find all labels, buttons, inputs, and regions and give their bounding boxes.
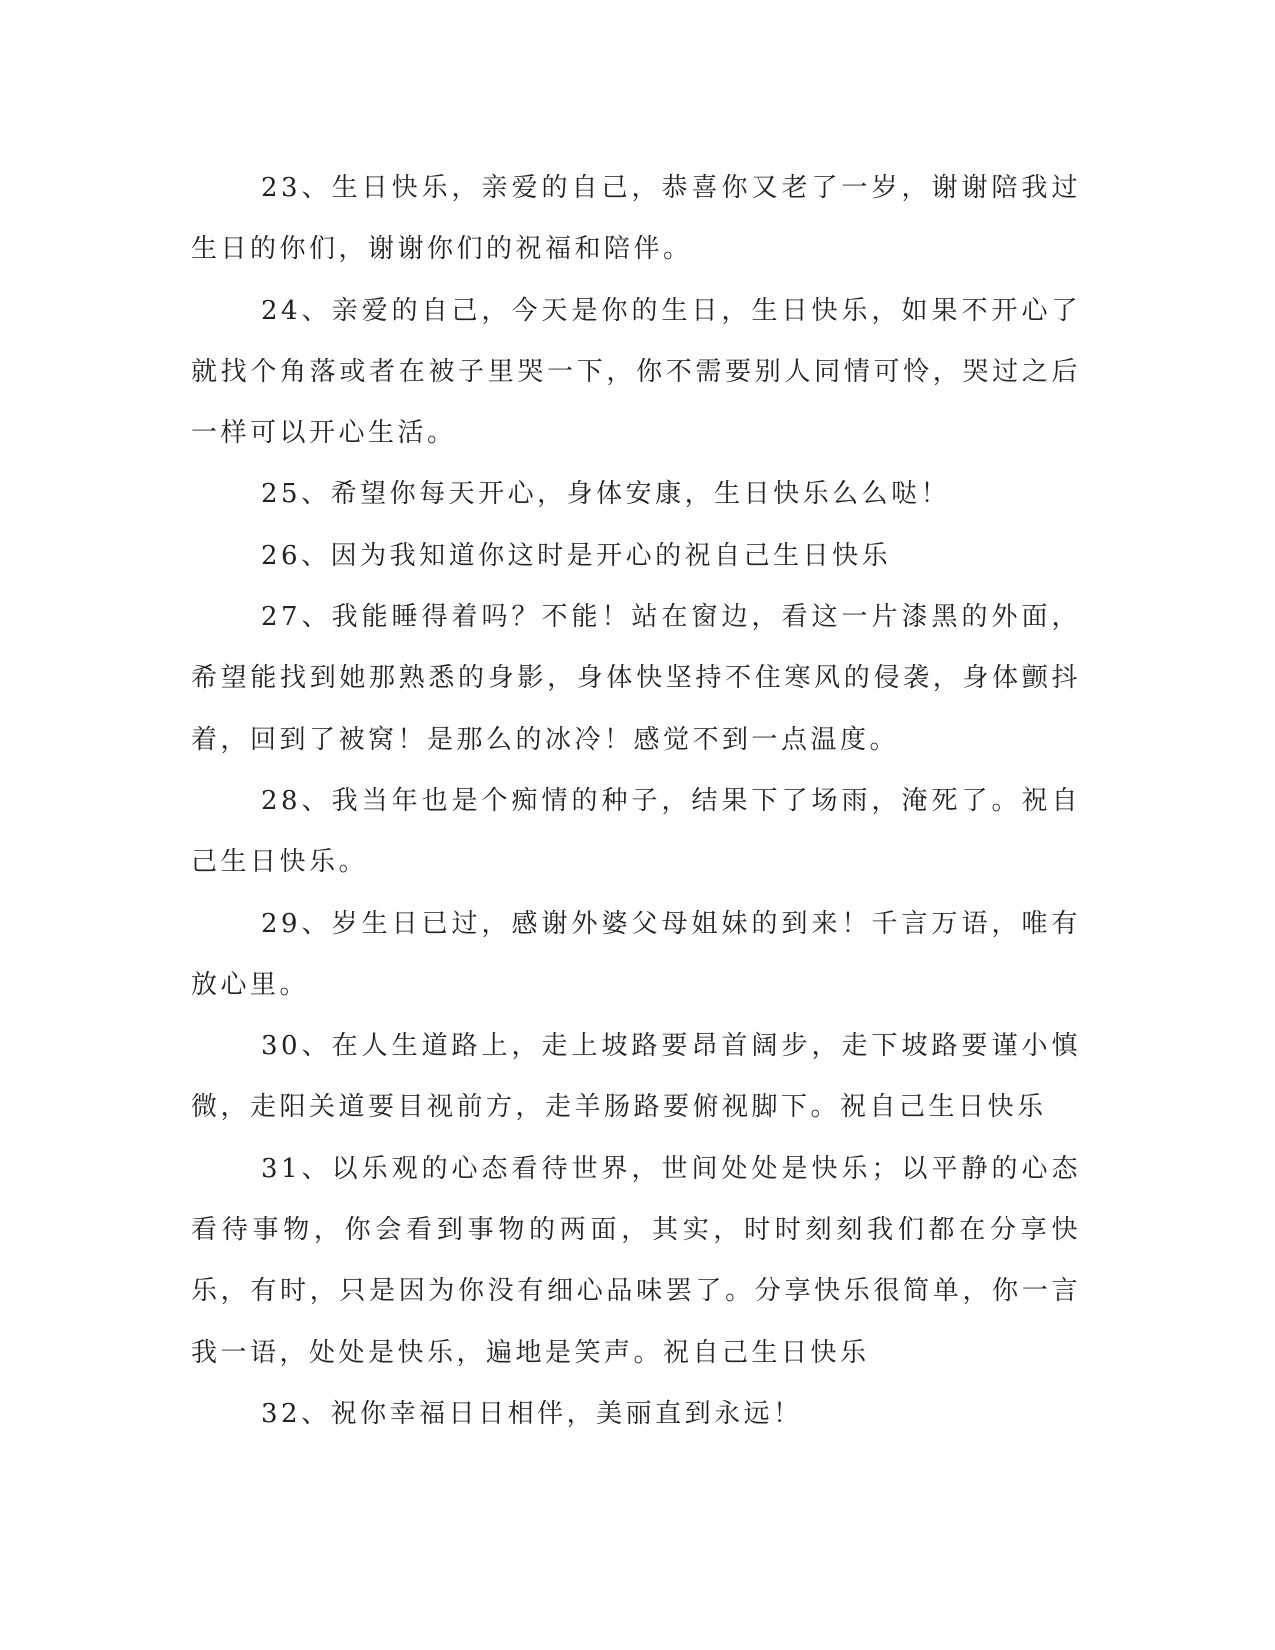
paragraph-24: 24、亲爱的自己，今天是你的生日，生日快乐，如果不开心了就找个角落或者在被子里哭一下，你不需要别人同情可怜，哭过之后一样可以开心生活。 xyxy=(191,295,1081,449)
paragraph-32: 32、祝你幸福日日相伴，美丽直到永远！ xyxy=(261,1398,803,1429)
paragraph-25: 25、希望你每天开心，身体安康，生日快乐么么哒！ xyxy=(261,479,951,510)
paragraph-29: 29、岁生日已过，感谢外婆父母姐妹的到来！千言万语，唯有放心里。 xyxy=(191,908,1081,1000)
paragraph-28: 28、我当年也是个痴情的种子，结果下了场雨，淹死了。祝自己生日快乐。 xyxy=(191,785,1081,878)
paragraph-26: 26、因为我知道你这时是开心的祝自己生日快乐 xyxy=(261,540,892,571)
document-body xyxy=(191,158,1081,1445)
paragraph-30: 30、在人生道路上，走上坡路要昂首阔步，走下坡路要谨小慎微，走阳关道要目视前方，走羊肠路要俯视脚下。祝自己生日快乐 xyxy=(191,1031,1081,1123)
paragraph-23: 23、生日快乐，亲爱的自己，恭喜你又老了一岁，谢谢陪我过生日的你们，谢谢你们的祝福和陪伴。 xyxy=(191,173,1081,265)
paragraph-27: 27、我能睡得着吗？不能！站在窗边，看这一片漆黑的外面，希望能找到她那熟悉的身影，身体快坚持不住寒风的侵袭，身体颤抖着，回到了被窝！是那么的冰冷！感觉不到一点温度。 xyxy=(191,602,1081,755)
paragraph-31: 31、以乐观的心态看待世界，世间处处是快乐；以平静的心态看待事物，你会看到事物的两面，其实，时时刻刻我们都在分享快乐，有时，只是因为你没有细心品味罢了。分享快乐很简单，你一言我一语，处处是快乐，遍地是笑声。祝自己生日快乐 xyxy=(191,1153,1081,1368)
